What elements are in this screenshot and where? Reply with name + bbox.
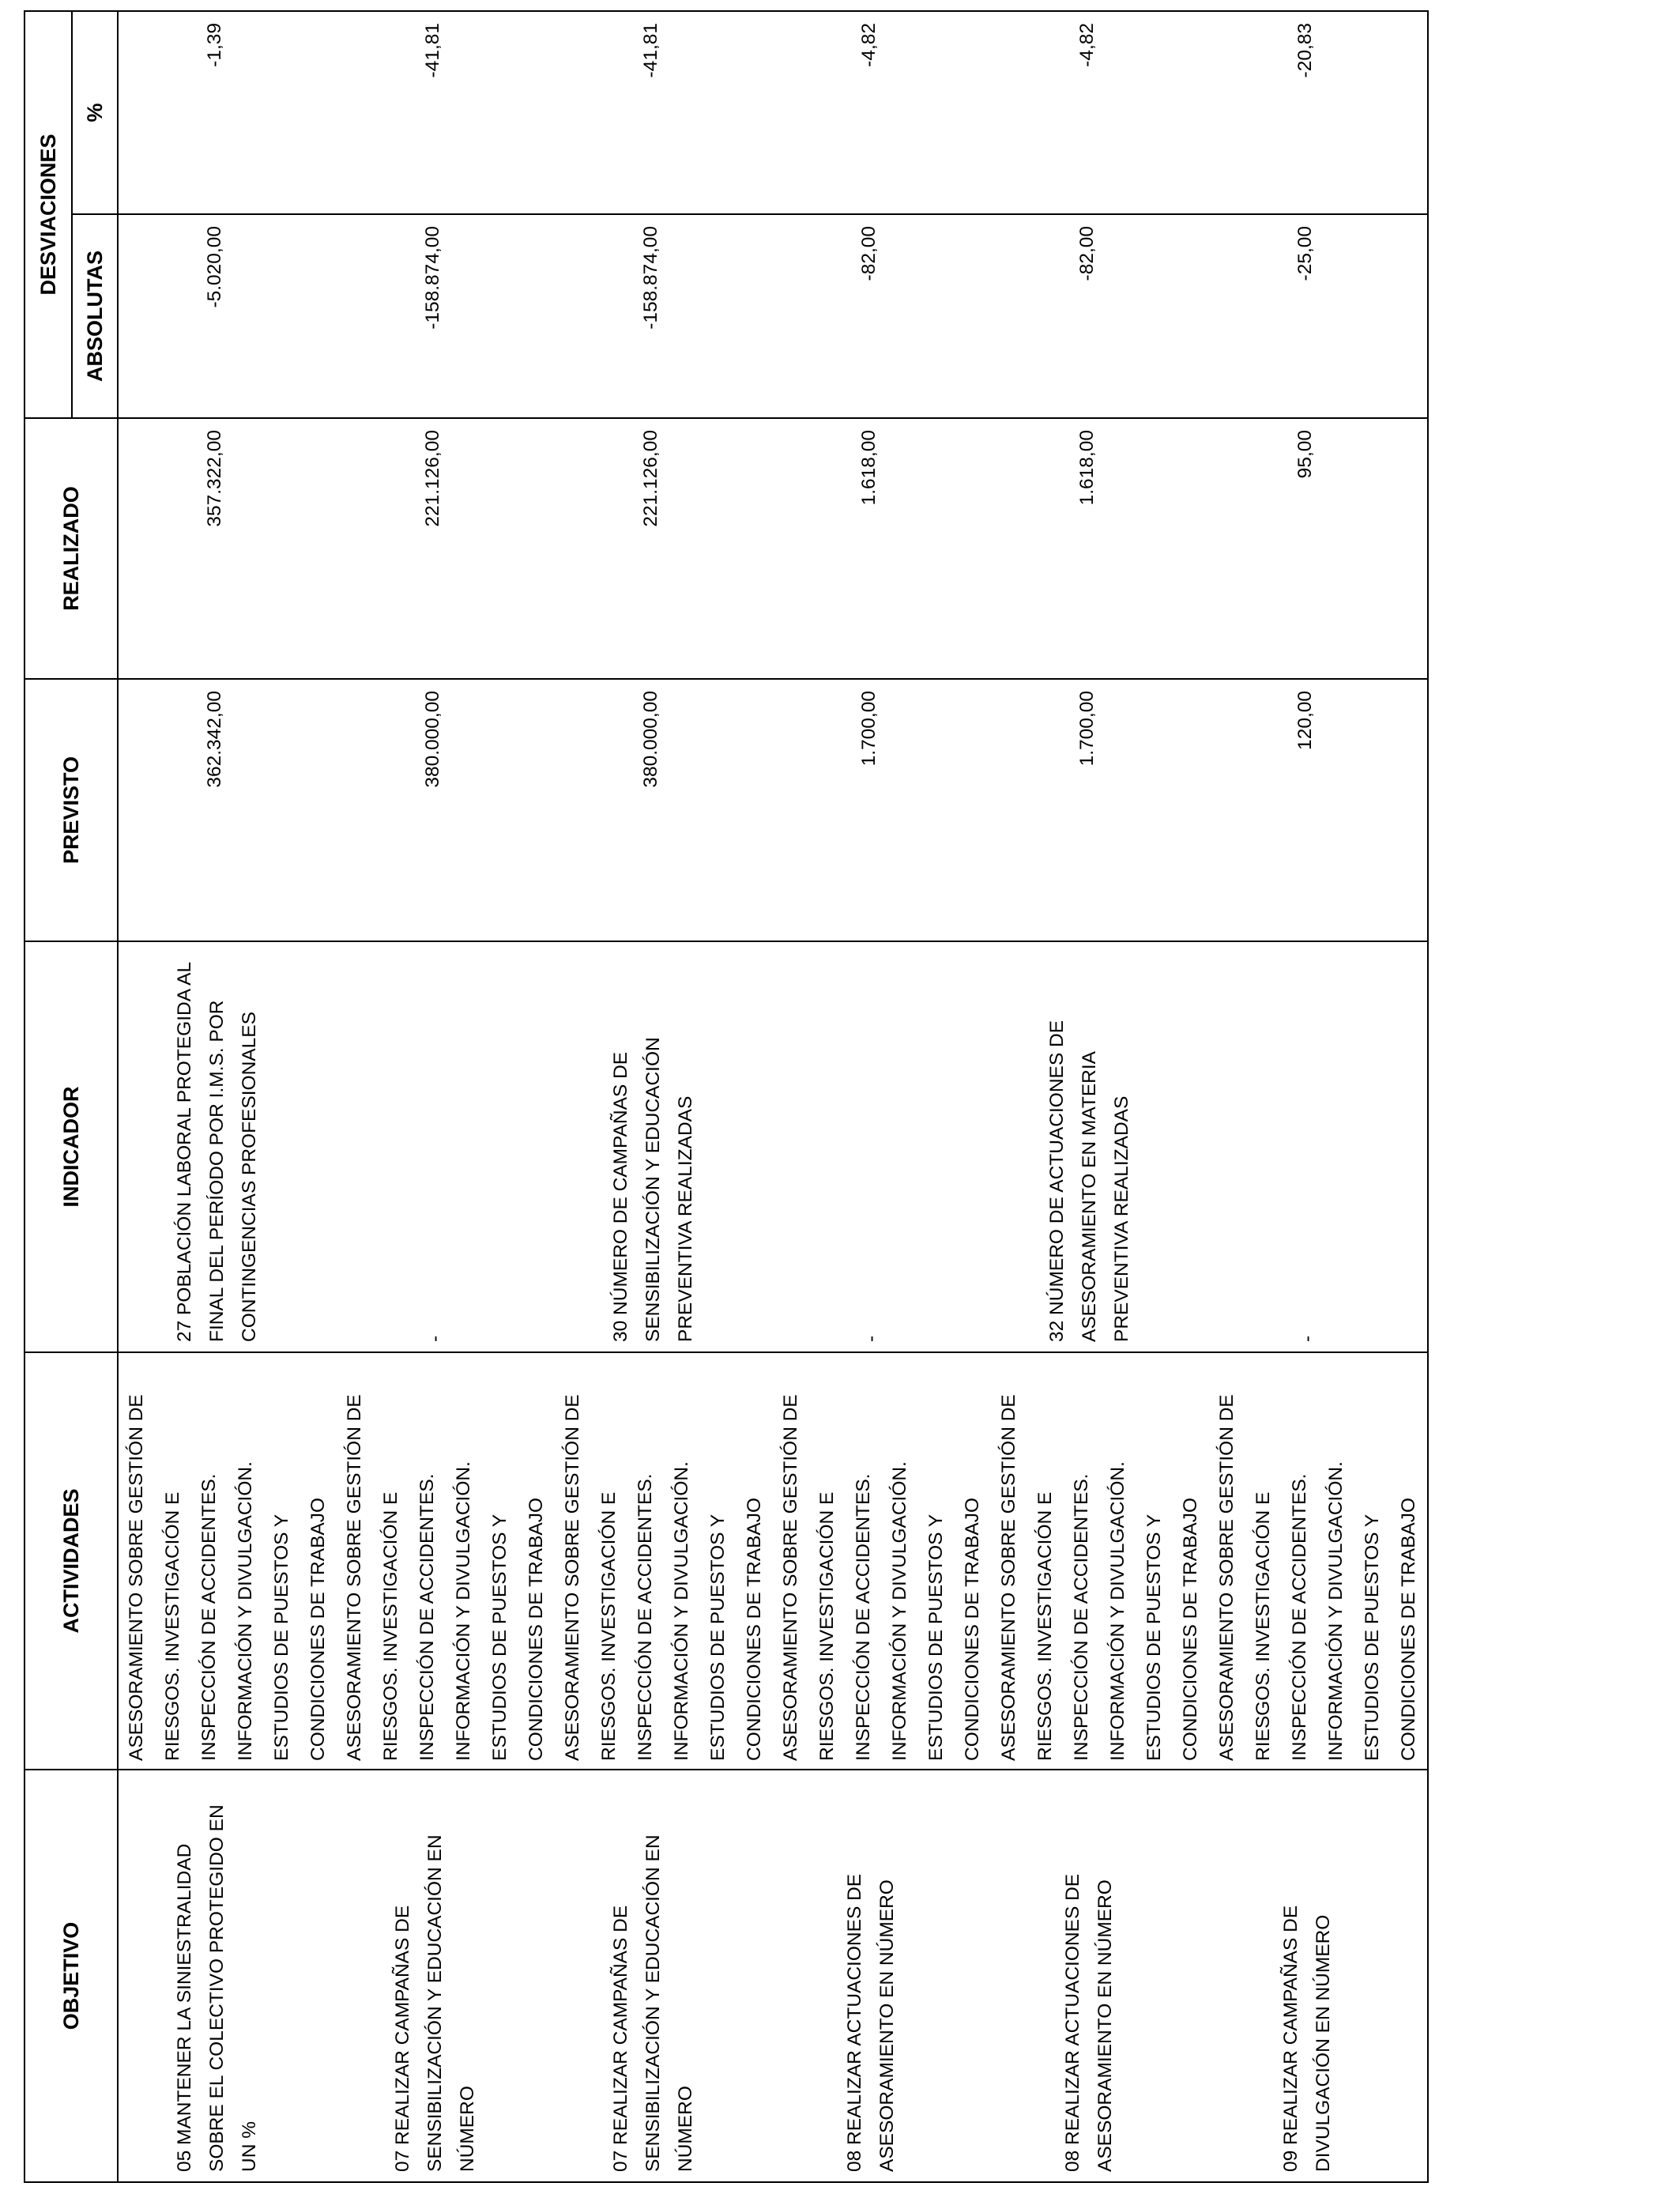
desviacion-absoluta-value: -82,00 (773, 214, 991, 418)
header-actividades: ACTIVIDADES (24, 1352, 118, 1770)
header-previsto: PREVISTO (24, 679, 118, 941)
table-body (118, 11, 1428, 2182)
actividades-cell: ASESORAMIENTO SOBRE GESTIÓN DE RIESGOS. INVESTIGACIÓN E INSPECCIÓN DE ACCIDENTES. INFORMACIÓN Y DIVULGACIÓN. ESTUDIOS DE PUESTOS Y CONDICIONES DE TRABAJO (555, 1352, 773, 1770)
indicador-cell: 30 NÚMERO DE CAMPAÑAS DE SENSIBILIZACIÓN Y EDUCACIÓN PREVENTIVA REALIZADAS (555, 941, 773, 1352)
realizado-value: 221.126,00 (555, 418, 773, 679)
header-porcentaje: % (72, 11, 118, 214)
actividades-cell: ASESORAMIENTO SOBRE GESTIÓN DE RIESGOS. INVESTIGACIÓN E INSPECCIÓN DE ACCIDENTES. INFORMACIÓN Y DIVULGACIÓN. ESTUDIOS DE PUESTOS Y CONDICIONES DE TRABAJO (118, 1352, 337, 1770)
realizado-value: 1.618,00 (773, 418, 991, 679)
table-row (773, 11, 991, 2182)
header-indicador: INDICADOR (24, 941, 118, 1352)
desviacion-absoluta-value: -158.874,00 (555, 214, 773, 418)
desviacion-porcentaje-value: -4,82 (991, 11, 1209, 214)
actividades-cell: ASESORAMIENTO SOBRE GESTIÓN DE RIESGOS. INVESTIGACIÓN E INSPECCIÓN DE ACCIDENTES. INFORMACIÓN Y DIVULGACIÓN. ESTUDIOS DE PUESTOS Y CONDICIONES DE TRABAJO (773, 1352, 991, 1770)
desviacion-absoluta-value: -5.020,00 (118, 214, 337, 418)
header-desviaciones: DESVIACIONES (24, 11, 72, 418)
table-row (1209, 11, 1428, 2182)
rotated-table-frame (24, 12, 1426, 2183)
desviacion-porcentaje-value: -4,82 (773, 11, 991, 214)
previsto-value: 380.000,00 (555, 679, 773, 941)
actividades-cell: ASESORAMIENTO SOBRE GESTIÓN DE RIESGOS. INVESTIGACIÓN E INSPECCIÓN DE ACCIDENTES. INFORMACIÓN Y DIVULGACIÓN. ESTUDIOS DE PUESTOS Y CONDICIONES DE TRABAJO (337, 1352, 555, 1770)
desviacion-absoluta-value: -25,00 (1209, 214, 1428, 418)
table-header (24, 11, 118, 2182)
desviacion-absoluta-value: -82,00 (991, 214, 1209, 418)
table-row (991, 11, 1209, 2182)
objetivo-cell: 05 MANTENER LA SINIESTRALIDAD SOBRE EL COLECTIVO PROTEGIDO EN UN % (118, 1770, 337, 2182)
header-row (24, 11, 72, 2182)
desviacion-porcentaje-value: -20,83 (1209, 11, 1428, 214)
table-row (555, 11, 773, 2182)
objetivo-cell: 08 REALIZAR ACTUACIONES DE ASESORAMIENTO EN NÚMERO (991, 1770, 1209, 2182)
previsto-value: 380.000,00 (337, 679, 555, 941)
header-objetivo: OBJETIVO (24, 1770, 118, 2182)
objetivo-cell: 09 REALIZAR CAMPAÑAS DE DIVULGACIÓN EN NÚMERO (1209, 1770, 1428, 2182)
table-row (118, 11, 337, 2182)
objetivo-cell: 08 REALIZAR ACTUACIONES DE ASESORAMIENTO EN NÚMERO (773, 1770, 991, 2182)
realizado-value: 1.618,00 (991, 418, 1209, 679)
table-row (337, 11, 555, 2182)
previsto-value: 120,00 (1209, 679, 1428, 941)
realizado-value: 95,00 (1209, 418, 1428, 679)
desviacion-absoluta-value: -158.874,00 (337, 214, 555, 418)
header-absolutas: ABSOLUTAS (72, 214, 118, 418)
previsto-value: 1.700,00 (773, 679, 991, 941)
realizado-value: 221.126,00 (337, 418, 555, 679)
indicador-cell: 27 POBLACIÓN LABORAL PROTEGIDA AL FINAL DEL PERÍODO POR I.M.S. POR CONTINGENCIAS PROFESIONALES (118, 941, 337, 1352)
actividades-cell: ASESORAMIENTO SOBRE GESTIÓN DE RIESGOS. INVESTIGACIÓN E INSPECCIÓN DE ACCIDENTES. INFORMACIÓN Y DIVULGACIÓN. ESTUDIOS DE PUESTOS Y CONDICIONES DE TRABAJO (1209, 1352, 1428, 1770)
indicador-cell: - (337, 941, 555, 1352)
desviacion-porcentaje-value: -1,39 (118, 11, 337, 214)
actividades-cell: ASESORAMIENTO SOBRE GESTIÓN DE RIESGOS. INVESTIGACIÓN E INSPECCIÓN DE ACCIDENTES. INFORMACIÓN Y DIVULGACIÓN. ESTUDIOS DE PUESTOS Y CONDICIONES DE TRABAJO (991, 1352, 1209, 1770)
desviacion-porcentaje-value: -41,81 (555, 11, 773, 214)
realizado-value: 357.322,00 (118, 418, 337, 679)
previsto-value: 362.342,00 (118, 679, 337, 941)
indicador-cell: - (773, 941, 991, 1352)
desviacion-porcentaje-value: -41,81 (337, 11, 555, 214)
objetivo-cell: 07 REALIZAR CAMPAÑAS DE SENSIBILIZACIÓN Y EDUCACIÓN EN NÚMERO (337, 1770, 555, 2182)
indicador-cell: - (1209, 941, 1428, 1352)
objetivo-cell: 07 REALIZAR CAMPAÑAS DE SENSIBILIZACIÓN Y EDUCACIÓN EN NÚMERO (555, 1770, 773, 2182)
results-table (24, 10, 1429, 2183)
indicador-cell: 32 NÚMERO DE ACTUACIONES DE ASESORAMIENTO EN MATERIA PREVENTIVA REALIZADAS (991, 941, 1209, 1352)
header-realizado: REALIZADO (24, 418, 118, 679)
previsto-value: 1.700,00 (991, 679, 1209, 941)
